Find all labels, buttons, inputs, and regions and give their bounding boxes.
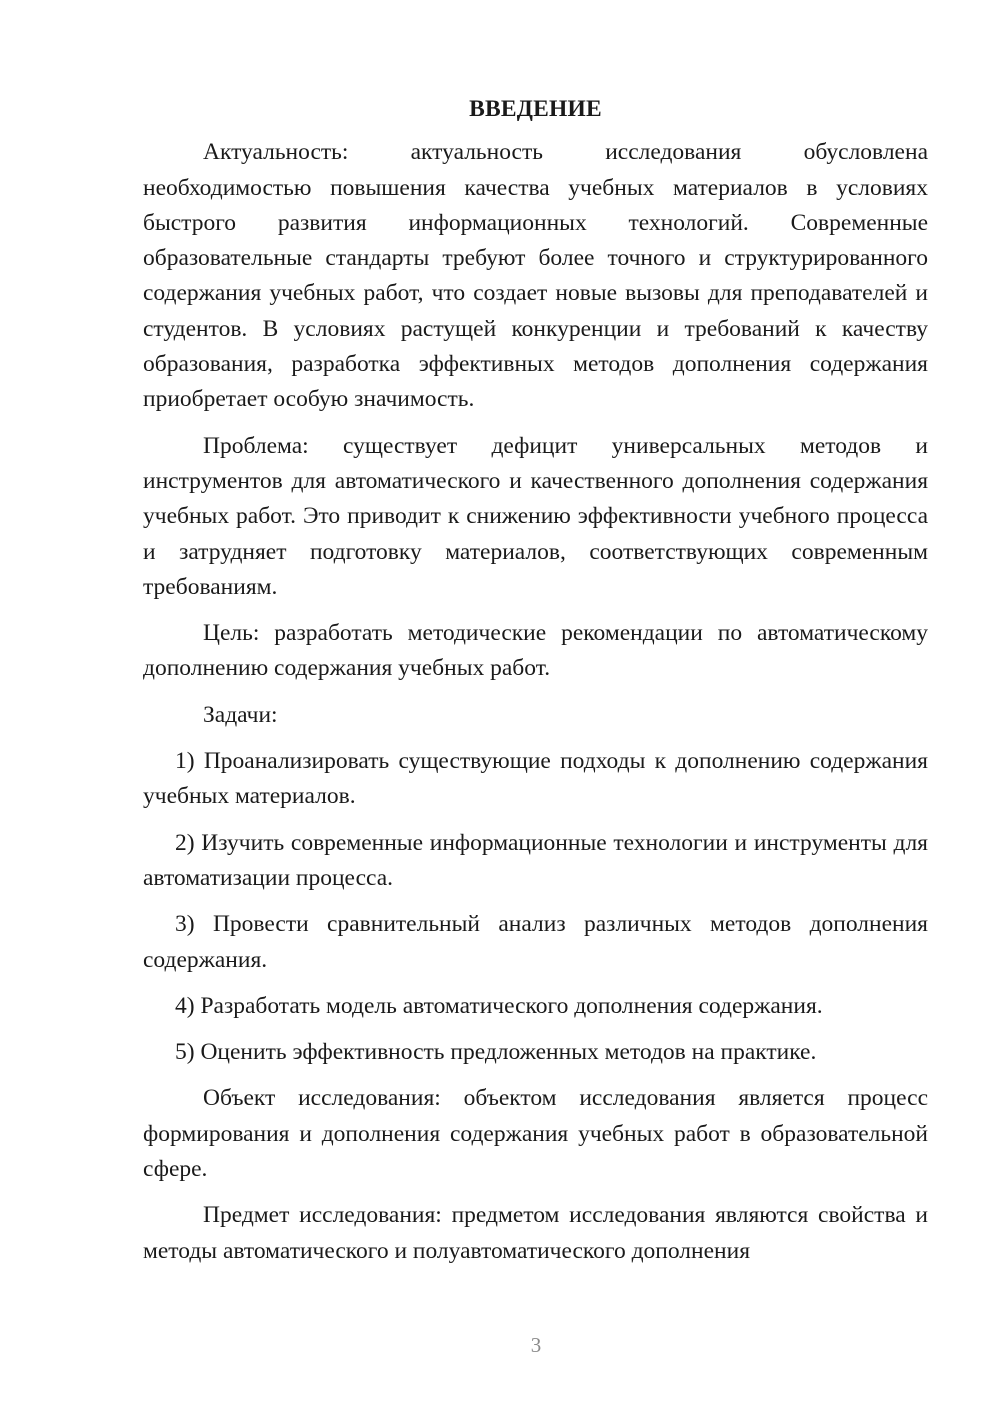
problem-paragraph: Проблема: существует дефицит универсальных методов и инструментов для автоматического и качественного дополнения содержания учебных работ. Это приводит к снижению эффективности учебного процесса и затрудняет подготовку материалов, соответствующих современным требованиям. bbox=[143, 432, 928, 600]
relevance-paragraph: Актуальность: актуальность исследования обусловлена необходимостью повышения качества учебных материалов в условиях быстрого развития информационных технологий. Современные образовательные стандарты требуют более точного и структурированного содержания учебных работ, что создает новые вызовы для преподавателей и студентов. В условиях растущей конкуренции и требований к качеству образования, разработка эффективных методов дополнения содержания приобретает особую значимость. bbox=[143, 139, 928, 413]
task-item: 1) Проанализировать существующие подходы к дополнению содержания учебных материалов. bbox=[143, 748, 928, 810]
task-item: 3) Провести сравнительный анализ различных методов дополнения содержания. bbox=[143, 911, 928, 973]
page-number: 3 bbox=[530, 1333, 542, 1357]
document-page bbox=[143, 92, 928, 1280]
goal-paragraph: Цель: разработать методические рекомендации по автоматическому дополнению содержания учебных работ. bbox=[143, 620, 928, 682]
task-item: 5) Оценить эффективность предложенных методов на практике. bbox=[175, 1039, 817, 1066]
subject-paragraph: Предмет исследования: предметом исследования являются свойства и методы автоматического и полуавтоматического дополнения bbox=[143, 1202, 928, 1264]
task-item: 2) Изучить современные информационные технологии и инструменты для автоматизации процесса. bbox=[143, 829, 928, 891]
object-paragraph: Объект исследования: объектом исследования является процесс формирования и дополнения содержания учебных работ в образовательной сфере. bbox=[143, 1085, 928, 1183]
tasks-heading: Задачи: bbox=[203, 701, 278, 728]
task-item: 4) Разработать модель автоматического дополнения содержания. bbox=[175, 992, 823, 1019]
section-title: ВВЕДЕНИЕ bbox=[469, 96, 602, 122]
